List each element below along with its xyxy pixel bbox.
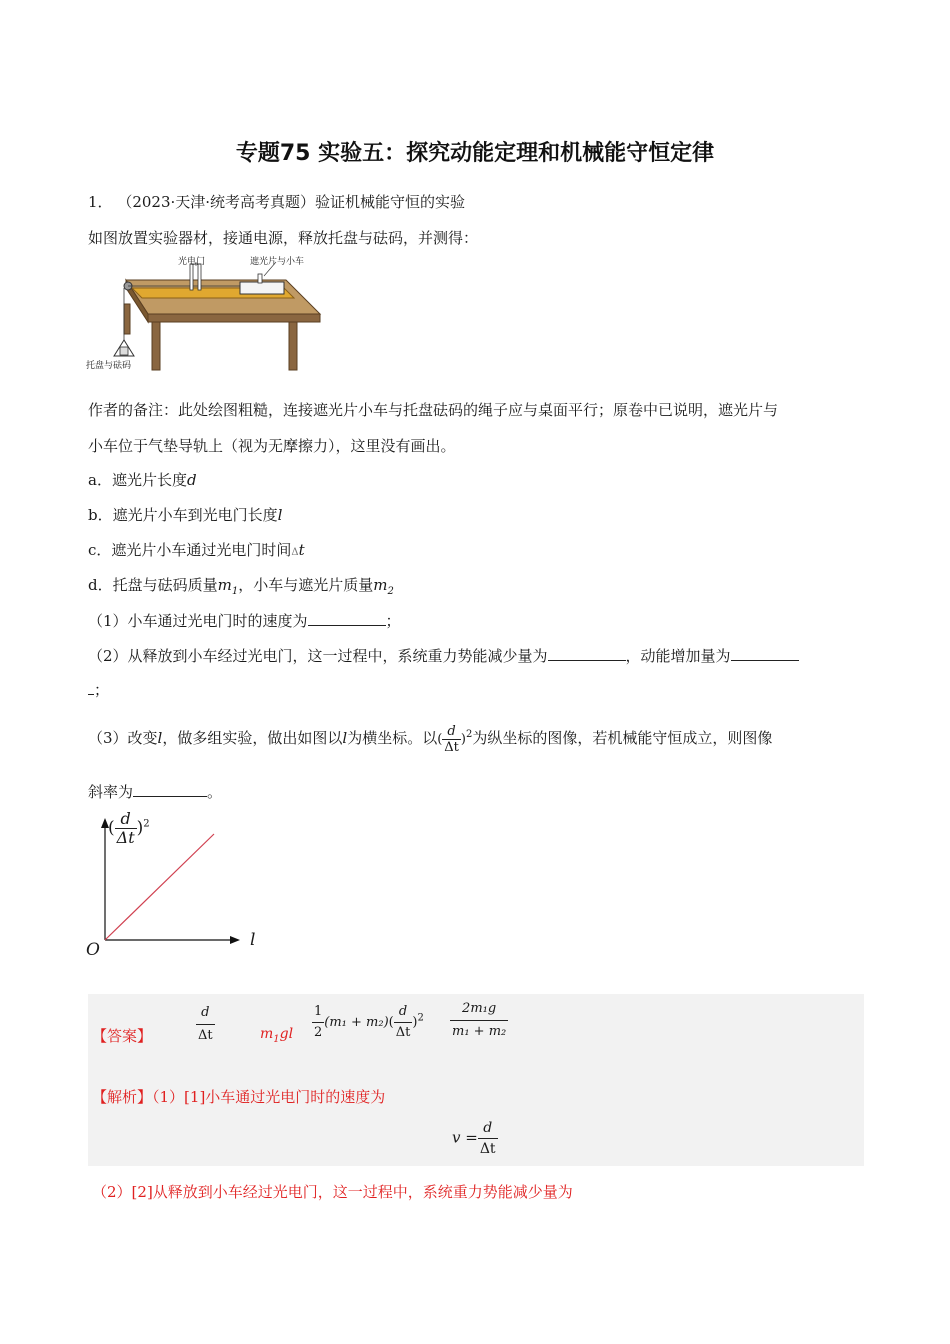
graph-ylabel: ( $\frac{d}{\Delta t}$ )$^2$ xyxy=(108,809,150,847)
subquestion-2-cont: ； xyxy=(88,680,109,700)
analysis-line1: 【解析】（1）[1]小车通过光电门时的速度为 xyxy=(92,1088,386,1106)
question-intro: 如图放置实验器材，接通电源，释放托盘与砝码，并测得： xyxy=(88,229,479,247)
answer-blank-1[interactable] xyxy=(308,611,386,626)
item-b: b．遮光片小车到光电门长度l xyxy=(88,506,283,524)
answer-blank-4[interactable] xyxy=(133,782,207,797)
question-number: 1． xyxy=(88,193,113,211)
item-a: a．遮光片长度d xyxy=(88,471,197,489)
answer-4: $\frac{\text{2m₁g}}{\text{m₁ + m₂}}$ xyxy=(450,998,508,1043)
label-tray: 托盘与砝码 xyxy=(86,361,132,371)
var-l: l xyxy=(277,506,283,524)
answer-2: $m_1gl$ xyxy=(260,1026,294,1045)
answer-blank-2[interactable] xyxy=(548,646,626,661)
question-source: （2023·天津·统考高考真题）验证机械能守恒的实验 xyxy=(117,193,466,211)
graph-figure xyxy=(84,810,274,970)
var-t: t xyxy=(298,541,305,559)
analysis-equation: v = $\frac{d}{\Delta t}$ xyxy=(452,1120,496,1157)
x-axis-arrow xyxy=(230,936,240,944)
answer-1: $\frac{d}{\Delta t}$ xyxy=(196,1002,215,1047)
label-cart: 遮光片与小车 xyxy=(250,257,305,267)
page-title: 专题75 实验五：探究动能定理和机械能守恒定律 xyxy=(235,141,715,166)
author-note-line1: 作者的备注：此处绘图粗糙，连接遮光片小车与托盘砝码的绳子应与桌面平行；原卷中已说明，遮光片与 xyxy=(88,401,779,419)
subquestion-1: （1）小车通过光电门时的速度为 ； xyxy=(88,612,401,630)
apparatus-drawing xyxy=(86,254,326,374)
label-photogate: 光电门 xyxy=(178,257,206,267)
subquestion-2: （2）从释放到小车经过光电门，这一过程中，系统重力势能减少量为 ，动能增加量为 xyxy=(88,646,799,666)
item-d: d．托盘与砝码质量$m_1$，小车与遮光片质量$m_2$ xyxy=(88,576,394,597)
graph-xlabel: l xyxy=(250,930,256,950)
var-d: d xyxy=(186,471,197,489)
question-header xyxy=(88,192,465,212)
analysis-label: 【解析】 xyxy=(92,1088,153,1106)
item-c: c．遮光片小车通过光电门时间Δt xyxy=(88,541,305,559)
subquestion-3: （3）改变l，做多组实验，做出如图以l为横坐标。以( $\frac{d}{\Delta t}$ )$^2$为纵坐标的图像，若机械能守恒成立，则图像 xyxy=(88,723,773,755)
author-note-line2: 小车位于气垫导轨上（视为无摩擦力），这里没有画出。 xyxy=(88,437,456,455)
answer-3: $\frac{1}{2}$ (m₁ + m₂)( $\frac{d}{\Delta t}$ )$^2$ xyxy=(314,1004,424,1040)
subquestion-3-cont: 斜率为 。 xyxy=(88,783,223,801)
apparatus-figure xyxy=(86,254,326,374)
data-line xyxy=(105,834,214,940)
answer-blank-3[interactable] xyxy=(731,646,799,661)
answer-label: 【答案】 xyxy=(92,1027,153,1045)
graph-origin: O xyxy=(86,940,100,960)
analysis-line2: （2）[2]从释放到小车经过光电门，这一过程中，系统重力势能减少量为 xyxy=(92,1183,573,1201)
q3-fraction: $\frac{d}{\Delta t}$ xyxy=(444,723,459,755)
